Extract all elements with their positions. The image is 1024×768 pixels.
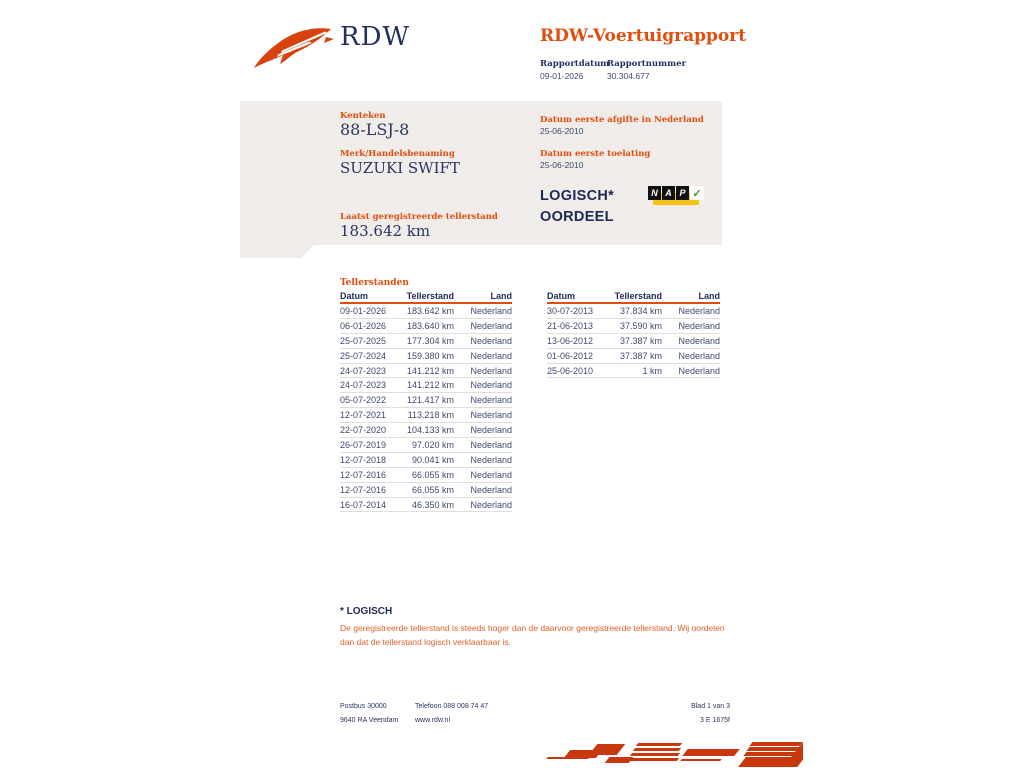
wing-stripe — [636, 743, 682, 746]
cell-datum: 26-07-2019 — [340, 439, 387, 450]
cell-datum: 12-07-2021 — [340, 410, 387, 421]
table-row — [340, 408, 512, 423]
table-row — [340, 349, 512, 364]
cell-datum: 01-06-2012 — [547, 350, 594, 361]
cell-datum: 21-06-2013 — [547, 320, 594, 331]
afgifte-value: 25-06-2010 — [540, 126, 584, 136]
report-date-label: Rapportdatum — [540, 59, 610, 69]
cell-tellerstand: 46.350 km — [411, 499, 454, 510]
cell-tellerstand: 141.212 km — [406, 380, 454, 391]
column-header-tellerstand: Tellerstand — [406, 291, 454, 301]
cell-tellerstand: 97.020 km — [411, 439, 454, 450]
kenteken-label: Kenteken — [340, 111, 386, 121]
cell-datum: 25-07-2024 — [340, 350, 387, 361]
cell-land: Nederland — [470, 395, 512, 406]
cell-land: Nederland — [470, 305, 512, 316]
column-header-datum: Datum — [547, 291, 576, 301]
logisch-explanation-body: De geregistreerde tellerstand is steeds hoger dan de daarvoor geregistreerde tellerstand. Wij oordelen dan dat de tellerstand logisch verklaarbaar is. — [340, 623, 725, 647]
oordeel-line2: OORDEEL — [540, 208, 614, 225]
cell-datum: 12-07-2016 — [340, 469, 387, 480]
cell-land: Nederland — [678, 335, 720, 346]
cell-land: Nederland — [678, 320, 720, 331]
tellerstanden-table-right — [547, 290, 720, 378]
afgifte-label: Datum eerste afgifte in Nederland — [540, 115, 704, 125]
cell-land: Nederland — [470, 469, 512, 480]
cell-datum: 22-07-2020 — [340, 425, 387, 436]
cell-datum: 09-01-2026 — [340, 305, 387, 316]
nap-letter-box: A — [662, 186, 675, 200]
wing-stripe — [680, 759, 722, 761]
table-row — [340, 334, 512, 349]
cell-datum: 05-07-2022 — [340, 395, 387, 406]
toelating-value: 25-06-2010 — [540, 160, 584, 170]
footer-address-line1: Postbus 30000 — [340, 703, 387, 710]
merk-label: Merk/Handelsbenaming — [340, 149, 455, 159]
kenteken-value: 88-LSJ-8 — [340, 120, 410, 139]
cell-tellerstand: 37.834 km — [619, 305, 662, 316]
table-row — [340, 438, 512, 453]
table-row — [340, 468, 512, 483]
cell-land: Nederland — [470, 484, 512, 495]
tellerstanden-table-left — [340, 290, 512, 512]
cell-tellerstand: 66.055 km — [411, 469, 454, 480]
wing-stripe — [630, 753, 680, 756]
cell-land: Nederland — [470, 335, 512, 346]
cell-tellerstand: 113.218 km — [407, 410, 454, 421]
cell-tellerstand: 141.212 km — [406, 365, 454, 376]
column-header-datum: Datum — [340, 291, 369, 301]
wing-stripe — [633, 748, 681, 751]
table-row — [547, 349, 720, 364]
table-header-row — [340, 290, 512, 304]
table-row — [547, 334, 720, 349]
tellerstand-label: Laatst geregistreerde tellerstand — [340, 212, 498, 222]
tellerstand-value: 183.642 km — [340, 222, 431, 240]
cell-datum: 25-06-2010 — [547, 365, 594, 376]
cell-datum: 13-06-2012 — [547, 335, 594, 346]
cell-land: Nederland — [470, 499, 512, 510]
footer-form-code: 3 E 1675f — [700, 717, 730, 724]
logisch-explanation-heading: * LOGISCH — [340, 606, 393, 617]
rdw-bird-logo-icon — [252, 26, 334, 72]
report-number-label: Rapportnummer — [607, 59, 686, 69]
cell-land: Nederland — [678, 350, 720, 361]
table-row — [340, 453, 512, 468]
cell-land: Nederland — [470, 454, 512, 465]
table-row — [340, 498, 512, 513]
footer-page-number: Blad 1 van 3 — [691, 703, 730, 710]
table-row — [340, 319, 512, 334]
tellerstanden-heading: Tellerstanden — [340, 278, 409, 288]
cell-land: Nederland — [470, 365, 512, 376]
column-header-land: Land — [490, 291, 512, 301]
cell-tellerstand: 37.590 km — [619, 320, 662, 331]
nap-check-icon: ✓ — [690, 186, 704, 200]
cell-datum: 24-07-2023 — [340, 380, 387, 391]
oordeel-line1: LOGISCH* — [540, 188, 615, 204]
footer-contact — [415, 700, 488, 728]
wing-stripe — [627, 758, 679, 761]
rdw-logo-text: RDW — [340, 22, 411, 52]
table-header-row — [547, 290, 720, 304]
cell-datum: 25-07-2025 — [340, 335, 387, 346]
wing-stripe — [682, 749, 739, 756]
table-row — [340, 304, 512, 319]
cell-tellerstand: 121.417 km — [406, 395, 454, 406]
nap-logo — [648, 186, 700, 209]
wing-stripe — [589, 744, 626, 755]
page-title: RDW-Voertuigrapport — [540, 26, 747, 46]
table-row — [340, 364, 512, 379]
table-body — [340, 304, 512, 512]
cell-tellerstand: 90.041 km — [411, 454, 454, 465]
table-row — [340, 378, 512, 393]
cell-land: Nederland — [470, 410, 512, 421]
cell-land: Nederland — [470, 425, 512, 436]
cell-tellerstand: 37.387 km — [619, 350, 662, 361]
report-date-value: 09-01-2026 — [540, 71, 584, 81]
merk-value: SUZUKI SWIFT — [340, 159, 460, 177]
cell-land: Nederland — [678, 305, 720, 316]
table-row — [547, 364, 720, 379]
wing-stripe — [749, 742, 802, 746]
cell-tellerstand: 177.304 km — [406, 335, 454, 346]
cell-land: Nederland — [470, 320, 512, 331]
cell-datum: 30-07-2013 — [547, 305, 594, 316]
nap-letter-box: P — [676, 186, 689, 200]
cell-tellerstand: 104.133 km — [406, 425, 454, 436]
table-row — [547, 319, 720, 334]
cell-land: Nederland — [470, 350, 512, 361]
footer-page-info — [630, 700, 730, 728]
oordeel-verdict — [540, 186, 614, 227]
cell-land: Nederland — [470, 439, 512, 450]
table-row — [340, 483, 512, 498]
cell-datum: 06-01-2026 — [340, 320, 387, 331]
vehicle-box-tail — [240, 245, 314, 258]
cell-tellerstand: 66.055 km — [411, 484, 454, 495]
nap-letter-box: N — [648, 186, 661, 200]
cell-tellerstand: 183.640 km — [406, 320, 454, 331]
cell-datum: 16-07-2014 — [340, 499, 387, 510]
cell-tellerstand: 1 km — [642, 365, 662, 376]
footer-address — [340, 700, 398, 728]
cell-land: Nederland — [470, 380, 512, 391]
table-row — [547, 304, 720, 319]
column-header-land: Land — [698, 291, 720, 301]
wing-graphic — [545, 738, 803, 768]
cell-tellerstand: 183.642 km — [406, 305, 454, 316]
footer-address-line2: 9640 RA Veendam — [340, 717, 399, 724]
cell-datum: 12-07-2018 — [340, 454, 387, 465]
cell-tellerstand: 159.380 km — [406, 350, 454, 361]
toelating-label: Datum eerste toelating — [540, 149, 651, 159]
column-header-tellerstand: Tellerstand — [614, 291, 662, 301]
table-row — [340, 423, 512, 438]
footer-website-link[interactable]: www.rdw.nl — [415, 717, 451, 724]
report-number-value: 30.304.677 — [607, 71, 650, 81]
table-row — [340, 393, 512, 408]
cell-land: Nederland — [678, 365, 720, 376]
cell-datum: 24-07-2023 — [340, 365, 387, 376]
nap-letter-row — [648, 186, 704, 200]
cell-datum: 12-07-2016 — [340, 484, 387, 495]
table-body — [547, 304, 720, 378]
footer-phone: Telefoon 088 008 74 47 — [415, 703, 489, 710]
cell-tellerstand: 37.387 km — [619, 335, 662, 346]
